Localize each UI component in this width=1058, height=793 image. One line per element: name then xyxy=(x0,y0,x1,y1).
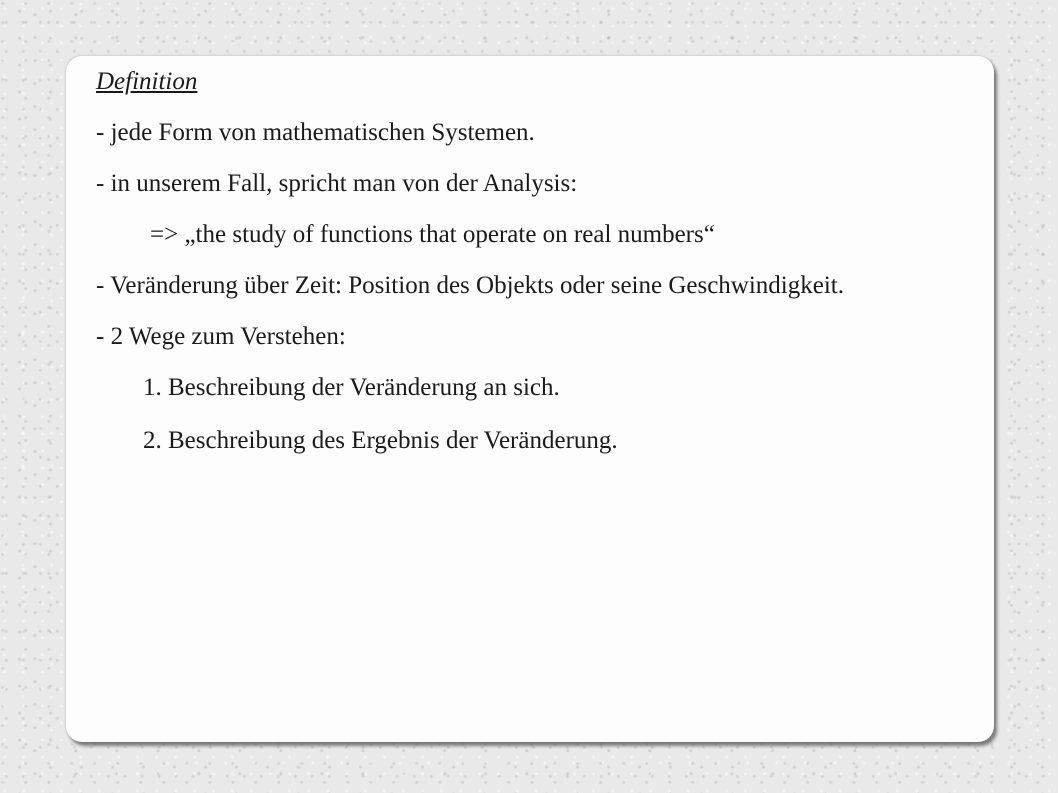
bullet-line-1: - jede Form von mathematischen Systemen. xyxy=(96,119,535,146)
numbered-item-2: 2. Beschreibung des Ergebnis der Veränderung. xyxy=(143,427,618,454)
bullet-line-2: - in unserem Fall, spricht man von der Analysis: xyxy=(96,170,578,197)
bullet-line-3: - Veränderung über Zeit: Position des Objekts oder seine Geschwindigkeit. xyxy=(96,272,844,299)
quote-line: => „the study of functions that operate on real numbers“ xyxy=(150,221,715,248)
bullet-line-4: - 2 Wege zum Verstehen: xyxy=(96,323,346,350)
slide-heading: Definition xyxy=(96,68,198,95)
numbered-item-1: 1. Beschreibung der Veränderung an sich. xyxy=(143,374,560,401)
slide-content xyxy=(96,66,976,476)
